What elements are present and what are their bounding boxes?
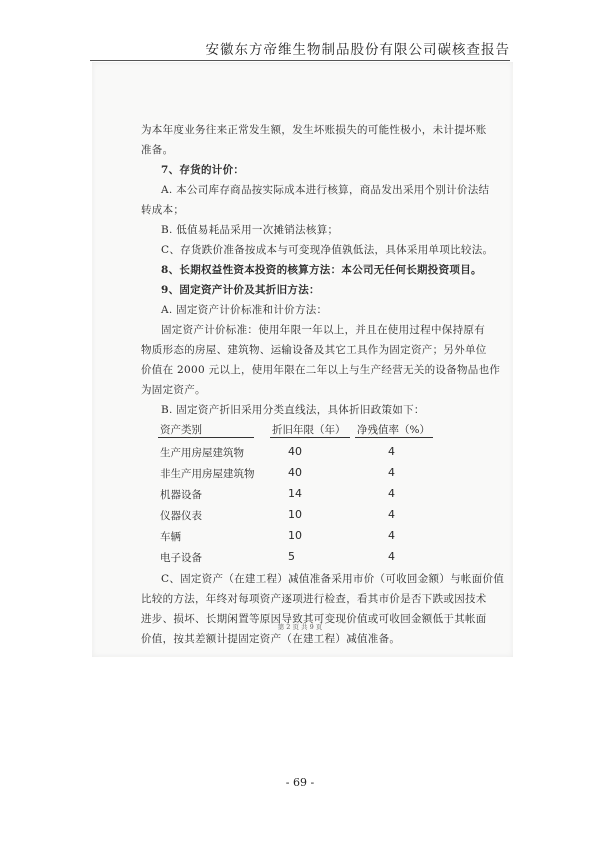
section-heading: 7、存货的计价： bbox=[161, 164, 245, 176]
body-line: 比较的方法，年终对每项资产逐项进行检查，看其市价是否下跌或因技术 bbox=[141, 593, 487, 605]
body-line: 为固定资产。 bbox=[141, 384, 206, 396]
scanned-page bbox=[92, 62, 513, 657]
body-line: 价值在 2000 元以上，使用年限在二年以上与生产经营无关的设备物品也作 bbox=[141, 364, 501, 376]
table-cell: 车辆 bbox=[160, 531, 181, 543]
table-cell: 4 bbox=[388, 466, 395, 479]
table-cell: 10 bbox=[288, 529, 302, 542]
body-line: 物质形态的房屋、建筑物、运输设备及其它工具作为固定资产；另外单位 bbox=[141, 344, 487, 356]
table-cell: 4 bbox=[388, 550, 395, 563]
table-cell: 40 bbox=[288, 445, 302, 458]
section-heading: 8、长期权益性资本投资的核算方法：本公司无任何长期投资项目。 bbox=[161, 264, 482, 276]
table-header-residual-rate: 净残值率（%） bbox=[357, 424, 430, 436]
header-underline bbox=[355, 437, 433, 438]
table-cell: 14 bbox=[288, 487, 302, 500]
table-cell: 4 bbox=[388, 508, 395, 521]
header-underline bbox=[270, 437, 350, 438]
body-line: 准备。 bbox=[141, 144, 174, 156]
table-cell: 电子设备 bbox=[160, 552, 202, 564]
table-cell: 机器设备 bbox=[160, 489, 202, 501]
table-cell: 40 bbox=[288, 466, 302, 479]
body-line: 转成本； bbox=[141, 204, 185, 216]
page-number: - 69 - bbox=[285, 776, 315, 789]
section-heading: 9、固定资产计价及其折旧方法： bbox=[161, 284, 320, 296]
body-line: A. 固定资产计价标准和计价方法： bbox=[161, 304, 328, 316]
body-line: 进步、损坏、长期闲置等原因导致其可变现价值或可收回金额低于其帐面 bbox=[141, 613, 487, 625]
body-line: A. 本公司库存商品按实际成本进行核算，商品发出采用个别计价法结 bbox=[161, 184, 490, 196]
body-line: C、存货跌价准备按成本与可变现净值孰低法，具体采用单项比较法。 bbox=[161, 244, 494, 256]
table-header-asset-class: 资产类别 bbox=[160, 424, 202, 436]
table-cell: 非生产用房屋建筑物 bbox=[160, 468, 255, 480]
table-cell: 5 bbox=[288, 550, 295, 563]
table-cell: 4 bbox=[388, 487, 395, 500]
table-header-years: 折旧年限（年） bbox=[272, 424, 346, 436]
report-header-title: 安徽东方帝维生物制品股份有限公司碳核查报告 bbox=[205, 42, 510, 58]
table-cell: 4 bbox=[388, 445, 395, 458]
header-underline bbox=[158, 437, 254, 438]
table-cell: 仪器仪表 bbox=[160, 510, 202, 522]
body-line: 价值，按其差额计提固定资产（在建工程）减值准备。 bbox=[141, 633, 401, 645]
scan-page-label: 第 2 页 共 9 页 bbox=[277, 623, 323, 631]
table-cell: 10 bbox=[288, 508, 302, 521]
table-cell: 生产用房屋建筑物 bbox=[160, 447, 244, 459]
body-line: 为本年度业务往来正常发生额，发生坏账损失的可能性极小，未计提坏账 bbox=[141, 124, 487, 136]
header-divider bbox=[90, 60, 510, 61]
body-line: B. 低值易耗品采用一次摊销法核算； bbox=[161, 224, 339, 236]
table-cell: 4 bbox=[388, 529, 395, 542]
body-line: B. 固定资产折旧采用分类直线法，具体折旧政策如下： bbox=[161, 404, 425, 416]
body-line: 固定资产计价标准：使用年限一年以上，并且在使用过程中保持原有 bbox=[161, 324, 485, 336]
body-line: C、固定资产（在建工程）减值准备采用市价（可收回金额）与帐面价值 bbox=[161, 573, 505, 585]
